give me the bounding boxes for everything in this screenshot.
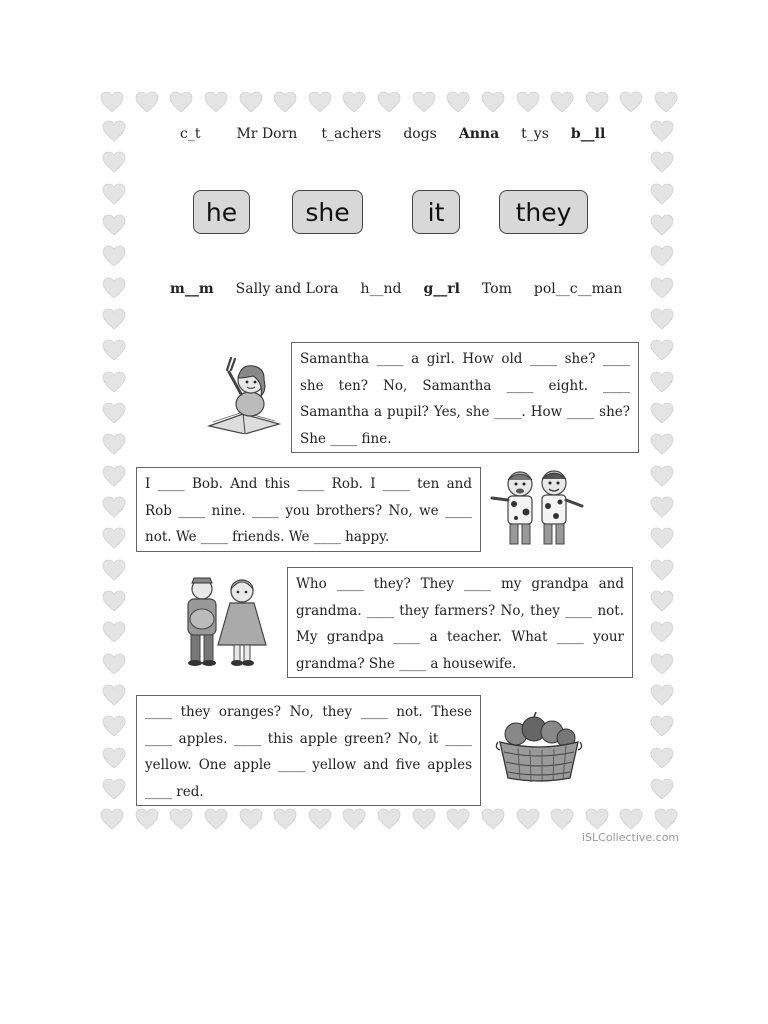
heart-icon (650, 653, 680, 675)
exercise-box-grandparents: Who ____ they? They ____ my grandpa and grandma. ____ they farmers? No, they ____ not. My grandpa ____ a teacher. What ____ your grandma? She ____ a housewife. (287, 567, 633, 678)
heart-icon (273, 91, 297, 115)
heart-icon (654, 91, 678, 115)
heart-icon (585, 91, 609, 115)
heart-icon (516, 808, 540, 832)
heart-icon (102, 590, 132, 612)
heart-icon (102, 747, 132, 769)
word-item: Sally and Lora (235, 281, 339, 297)
heart-icon (102, 308, 132, 330)
heart-border-right (650, 120, 680, 800)
word-item: dogs (403, 126, 437, 142)
pronoun-he: he (193, 190, 250, 234)
word-item: m__m (170, 281, 214, 297)
heart-icon (102, 245, 132, 267)
heart-border-bottom (100, 808, 678, 832)
heart-icon (169, 91, 193, 115)
heart-icon (100, 808, 124, 832)
heart-icon (102, 371, 132, 393)
heart-icon (650, 621, 680, 643)
heart-icon (650, 151, 680, 173)
heart-icon (342, 91, 366, 115)
word-item: Anna (458, 126, 500, 142)
heart-icon (650, 433, 680, 455)
heart-icon (650, 465, 680, 487)
heart-icon (650, 120, 680, 142)
word-item: pol__c__man (533, 281, 623, 297)
heart-icon (650, 747, 680, 769)
heart-icon (481, 91, 505, 115)
heart-icon (550, 91, 574, 115)
heart-icon (308, 808, 332, 832)
word-row-bottom (130, 281, 650, 297)
heart-icon (102, 527, 132, 549)
heart-icon (412, 808, 436, 832)
heart-icon (412, 91, 436, 115)
heart-icon (102, 402, 132, 424)
heart-icon (308, 91, 332, 115)
heart-icon (102, 120, 132, 142)
heart-icon (446, 91, 470, 115)
word-item: c_t (180, 126, 201, 142)
heart-icon (650, 339, 680, 361)
heart-icon (377, 91, 401, 115)
heart-icon (550, 808, 574, 832)
heart-icon (650, 245, 680, 267)
heart-icon (102, 183, 132, 205)
heart-icon (650, 496, 680, 518)
word-item: t_ys (521, 126, 549, 142)
heart-icon (239, 91, 263, 115)
word-item: Tom (481, 281, 512, 297)
heart-icon (102, 621, 132, 643)
heart-icon (650, 590, 680, 612)
heart-icon (650, 684, 680, 706)
word-item: t_achers (321, 126, 382, 142)
heart-icon (239, 808, 263, 832)
heart-icon (650, 715, 680, 737)
word-item: b__ll (570, 126, 606, 142)
grandparents-illustration (182, 575, 272, 673)
heart-icon (377, 808, 401, 832)
heart-icon (135, 808, 159, 832)
heart-icon (204, 91, 228, 115)
heart-icon (650, 371, 680, 393)
heart-icon (102, 277, 132, 299)
heart-icon (342, 808, 366, 832)
heart-icon (650, 778, 680, 800)
heart-icon (650, 214, 680, 236)
heart-icon (102, 465, 132, 487)
heart-icon (102, 778, 132, 800)
heart-icon (102, 653, 132, 675)
heart-icon (481, 808, 505, 832)
apple-basket-illustration (494, 712, 584, 788)
girl-reading-illustration (205, 356, 283, 438)
heart-icon (619, 808, 643, 832)
heart-icon (102, 684, 132, 706)
heart-icon (100, 91, 124, 115)
heart-border-top (100, 91, 678, 115)
heart-icon (102, 151, 132, 173)
word-row-top (130, 126, 650, 142)
heart-icon (102, 214, 132, 236)
heart-icon (102, 715, 132, 737)
word-item: Mr Dorn (236, 126, 298, 142)
heart-icon (102, 339, 132, 361)
heart-icon (654, 808, 678, 832)
watermark-text: iSLCollective.com (582, 831, 680, 844)
word-item: g__rl (423, 281, 460, 297)
heart-icon (650, 277, 680, 299)
pronoun-they: they (499, 190, 588, 234)
exercise-box-apples: ____ they oranges? No, they ____ not. These ____ apples. ____ this apple green? No, it ____ yellow. One apple ____ yellow and five apples ____ red. (136, 695, 481, 806)
heart-icon (446, 808, 470, 832)
exercise-box-bob: I ____ Bob. And this ____ Rob. I ____ ten and Rob ____ nine. ____ you brothers? No, we ____ not. We ____ friends. We ____ happy. (136, 467, 481, 552)
heart-icon (650, 402, 680, 424)
word-item: h__nd (360, 281, 402, 297)
boys-illustration (488, 466, 586, 556)
heart-border-left (102, 120, 132, 800)
pronoun-it: it (412, 190, 460, 234)
heart-icon (650, 527, 680, 549)
heart-icon (102, 559, 132, 581)
heart-icon (273, 808, 297, 832)
heart-icon (585, 808, 609, 832)
heart-icon (135, 91, 159, 115)
heart-icon (619, 91, 643, 115)
heart-icon (650, 183, 680, 205)
heart-icon (516, 91, 540, 115)
heart-icon (169, 808, 193, 832)
heart-icon (650, 308, 680, 330)
exercise-box-samantha: Samantha ____ a girl. How old ____ she? ____ she ten? No, Samantha ____ eight. ____ Samantha a pupil? Yes, she ____. How ____ she? She ____ fine. (291, 342, 639, 453)
heart-icon (204, 808, 228, 832)
heart-icon (102, 433, 132, 455)
pronoun-she: she (292, 190, 363, 234)
heart-icon (650, 559, 680, 581)
heart-icon (102, 496, 132, 518)
